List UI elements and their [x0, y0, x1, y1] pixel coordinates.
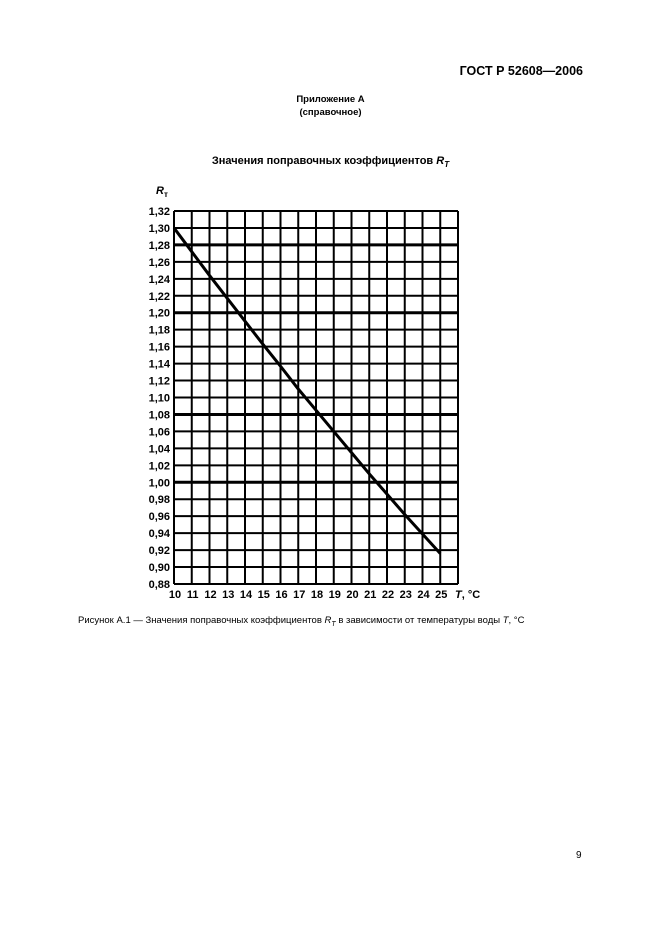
- x-tick-label: 23: [399, 589, 412, 601]
- x-tick-label: 24: [417, 589, 430, 601]
- x-tick-label: 15: [257, 589, 270, 601]
- y-axis-symbol: R: [156, 185, 164, 197]
- y-axis-label: [156, 185, 168, 199]
- x-tick-label: 25: [435, 589, 448, 601]
- y-tick-label: 0,92: [148, 545, 170, 558]
- y-tick-labels: [149, 206, 171, 591]
- caption-unit: , °С: [508, 615, 525, 626]
- x-tick-label: 14: [239, 589, 253, 601]
- y-tick-label: 1,18: [148, 324, 170, 337]
- y-axis-sub: т: [163, 190, 168, 199]
- x-tick-label: 10: [168, 589, 182, 601]
- y-tick-label: 1,12: [148, 375, 170, 388]
- y-tick-label: 1,26: [148, 256, 170, 269]
- x-axis-unit: , °С: [461, 589, 481, 601]
- caption-tsym: T: [502, 615, 509, 626]
- x-tick-label: 12: [204, 589, 217, 601]
- y-tick-label: 1,08: [148, 409, 170, 422]
- y-tick-label: 1,20: [148, 307, 170, 320]
- y-tick-label: 1,06: [148, 426, 170, 439]
- x-tick-label: 19: [328, 589, 341, 601]
- y-tick-label: 1,10: [148, 392, 170, 405]
- appendix-subtitle: (справочное): [299, 107, 362, 118]
- caption-symbol: R: [324, 615, 332, 626]
- x-axis-label: [455, 589, 480, 601]
- y-tick-label: 1,24: [148, 273, 170, 286]
- y-tick-label: 0,88: [148, 579, 170, 591]
- appendix-title: Приложение А: [296, 94, 365, 105]
- x-tick-label: 18: [310, 589, 324, 601]
- y-tick-label: 1,00: [148, 477, 170, 490]
- y-tick-label: 1,32: [148, 206, 170, 218]
- y-tick-label: 1,28: [148, 239, 170, 252]
- x-tick-label: 17: [293, 589, 306, 601]
- x-tick-label: 11: [186, 589, 199, 601]
- y-tick-label: 1,02: [148, 460, 170, 473]
- figure-caption: [78, 615, 524, 628]
- series-layer: [174, 228, 440, 554]
- caption-middle: в зависимости от температуры воды: [335, 615, 503, 626]
- y-tick-label: 0,96: [148, 511, 170, 524]
- chart-title-sub: T: [444, 160, 450, 170]
- x-tick-label: 16: [275, 589, 288, 601]
- x-tick-labels: [169, 589, 448, 601]
- y-tick-label: 1,16: [148, 341, 170, 354]
- y-tick-label: 1,22: [148, 290, 170, 303]
- y-tick-label: 1,30: [148, 222, 170, 235]
- x-tick-label: 21: [364, 589, 377, 601]
- y-tick-label: 0,94: [148, 528, 170, 541]
- series-line: [174, 228, 440, 554]
- x-tick-label: 13: [222, 589, 235, 601]
- x-tick-label: 22: [381, 589, 395, 601]
- caption-prefix: Рисунок А.1 — Значения поправочных коэффициентов: [78, 615, 325, 626]
- caption-sub: T: [331, 620, 336, 628]
- y-tick-label: 1,14: [148, 358, 170, 371]
- y-tick-label: 1,04: [148, 443, 170, 456]
- x-tick-label: 20: [346, 589, 359, 601]
- page-number: 9: [576, 850, 582, 861]
- y-tick-label: 0,98: [148, 494, 170, 507]
- y-tick-label: 0,90: [148, 562, 170, 575]
- standard-number: ГОСТ Р 52608—2006: [459, 64, 583, 78]
- chart-title-text: Значения поправочных коэффициентов: [211, 155, 437, 167]
- chart-title-symbol: R: [436, 155, 445, 167]
- x-axis-symbol: T: [455, 589, 462, 601]
